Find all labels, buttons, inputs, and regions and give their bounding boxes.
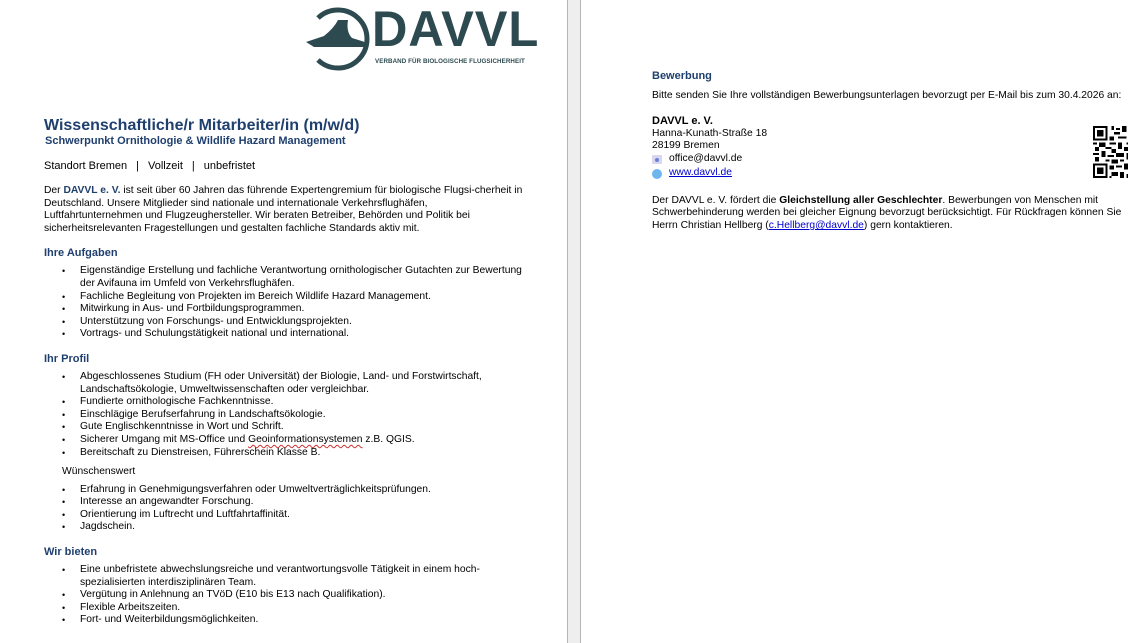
address-street: Hanna-Kunath-Straße 18 — [652, 127, 768, 139]
closing-text-2: . Bewerbungen von Menschen mit Schwerbehinderung werden bei gleicher Eignung bevorzugt berücksichtigt. Für Rückfragen können Sie Herrn Christian Hellberg ( — [652, 194, 1122, 231]
bewerbung-text: Bitte senden Sie Ihre vollständigen Bewerbungsunterlagen bevorzugt per E-Mail bis zum 30.4.2026 an: — [652, 90, 1122, 101]
closing-bold-equality: Gleichstellung aller Geschlechter — [779, 194, 943, 206]
meta-separator: | — [191, 160, 195, 172]
gis-text-before: Sicherer Umgang mit MS-Office und — [80, 433, 249, 445]
page-gutter — [567, 0, 581, 643]
meta-location: Standort Bremen — [44, 160, 128, 172]
optional-subheading: Wünschenswert — [62, 466, 136, 478]
logo-wordmark: DAVVL — [372, 1, 540, 57]
list-item: • Eigenständige Erstellung und fachliche Verantwortung ornithologischer Gutachten zur Bewertung der Avifauna im Umfeld von Verkehrsflughäfen. — [44, 265, 524, 290]
contact-email-link[interactable]: c.Hellberg@davvl.de — [768, 219, 864, 231]
logo-tagline: VERBAND FÜR BIOLOGISCHE FLUGSICHERHEIT — [375, 58, 525, 65]
address-city: 28199 Bremen — [652, 140, 720, 152]
globe-icon — [652, 169, 662, 179]
qr-code-icon — [1093, 126, 1128, 178]
list-item: • Gute Englischkenntnisse in Wort und Schrift. — [44, 421, 524, 434]
intro-text: ist seit über 60 Jahren das führende Expertengremium für biologische Flugsi-cherheit in Deutschland. Unsere Mitglieder sind nationale und internationale Verkehrsflughäfen, Luftfahrtunternehmen und Flugzeughersteller. Wir beraten Betreiber, Behörden und Politik bei sicherheitsrelevanten Fragestellungen und gestalten fachliche Standards aktiv mit. — [44, 185, 523, 234]
davvl-logo — [304, 1, 540, 72]
list-item: • Vergütung in Anlehnung an TVöD (E10 bis E13 nach Qualifikation). — [44, 589, 524, 602]
meta-separator: | — [136, 160, 140, 172]
email-row — [652, 153, 1122, 167]
email-address: office@davvl.de — [669, 153, 743, 165]
bewerbung-section — [652, 70, 1122, 233]
intro-paragraph — [44, 185, 524, 235]
job-posting-body — [44, 117, 524, 627]
bieten-list — [44, 564, 524, 627]
meta-worktime: Vollzeit — [148, 160, 183, 172]
list-item: • Fort- und Weiterbildungsmöglichkeiten. — [44, 614, 524, 627]
list-item — [44, 434, 524, 447]
list-item: • Fundierte ornithologische Fachkenntnisse. — [44, 396, 524, 409]
list-item: • Interesse an angewandter Forschung. — [44, 496, 524, 509]
address-org: DAVVL e. V. — [652, 114, 713, 127]
list-item: • Flexible Arbeitszeiten. — [44, 602, 524, 615]
website-row — [652, 167, 1122, 181]
list-item: • Bereitschaft zu Dienstreisen, Führerschein Klasse B. — [44, 447, 524, 460]
website-link[interactable]: www.davvl.de — [669, 167, 732, 179]
meta-contract: unbefristet — [203, 160, 256, 172]
section-heading-bewerbung: Bewerbung — [652, 70, 712, 82]
list-item: • Jagdschein. — [44, 521, 524, 534]
list-item: • Mitwirkung in Aus- und Fortbildungsprogrammen. — [44, 303, 524, 316]
aufgaben-list — [44, 265, 524, 341]
spellcheck-flagged-word[interactable]: Geoinformationsystemen — [248, 433, 363, 445]
section-heading-profil: Ihr Profil — [44, 352, 90, 365]
intro-org-name: DAVVL e. V. — [63, 185, 121, 196]
job-meta — [44, 160, 524, 173]
closing-text-3: ) gern kontaktieren. — [863, 219, 953, 231]
list-item: • Abgeschlossenes Studium (FH oder Universität) der Biologie, Land- und Forstwirtschaft, Landschaftsökologie, Umweltwissenschaften oder vergleichbar. — [44, 371, 524, 396]
list-item: • Erfahrung in Genehmigungsverfahren oder Umweltverträglichkeitsprüfungen. — [44, 484, 524, 497]
section-heading-aufgaben: Ihre Aufgaben — [44, 247, 118, 260]
document-page-2 — [581, 0, 1128, 643]
list-item: • Eine unbefristete abwechslungsreiche und verantwortungsvolle Tätigkeit in einem hoch-spezialisierten interdisziplinären Team. — [44, 564, 524, 589]
closing-text-1: Der DAVVL e. V. fördert die — [652, 194, 780, 206]
list-item: • Fachliche Begleitung von Projekten im Bereich Wildlife Hazard Management. — [44, 291, 524, 304]
list-item: • Orientierung im Luftrecht und Luftfahrtaffinität. — [44, 509, 524, 522]
gis-text-after: z.B. QGIS. — [362, 433, 415, 445]
intro-prefix: Der — [44, 185, 64, 196]
job-subtitle: Schwerpunkt Ornithologie & Wildlife Hazard Management — [45, 135, 346, 147]
list-item: • Unterstützung von Forschungs- und Entwicklungsprojekten. — [44, 316, 524, 329]
address-block — [652, 115, 1122, 181]
closing-paragraph — [652, 195, 1122, 233]
list-item: • Einschlägige Berufserfahrung in Landschaftsökologie. — [44, 409, 524, 422]
job-title: Wissenschaftliche/r Mitarbeiter/in (m/w/d) — [44, 117, 360, 134]
email-icon — [652, 155, 662, 164]
optional-list — [44, 484, 524, 534]
bird-circle-logo-icon — [304, 6, 372, 72]
section-heading-bieten: Wir bieten — [44, 546, 98, 559]
profil-list — [44, 371, 524, 459]
list-item: • Vortrags- und Schulungstätigkeit national und international. — [44, 328, 524, 341]
